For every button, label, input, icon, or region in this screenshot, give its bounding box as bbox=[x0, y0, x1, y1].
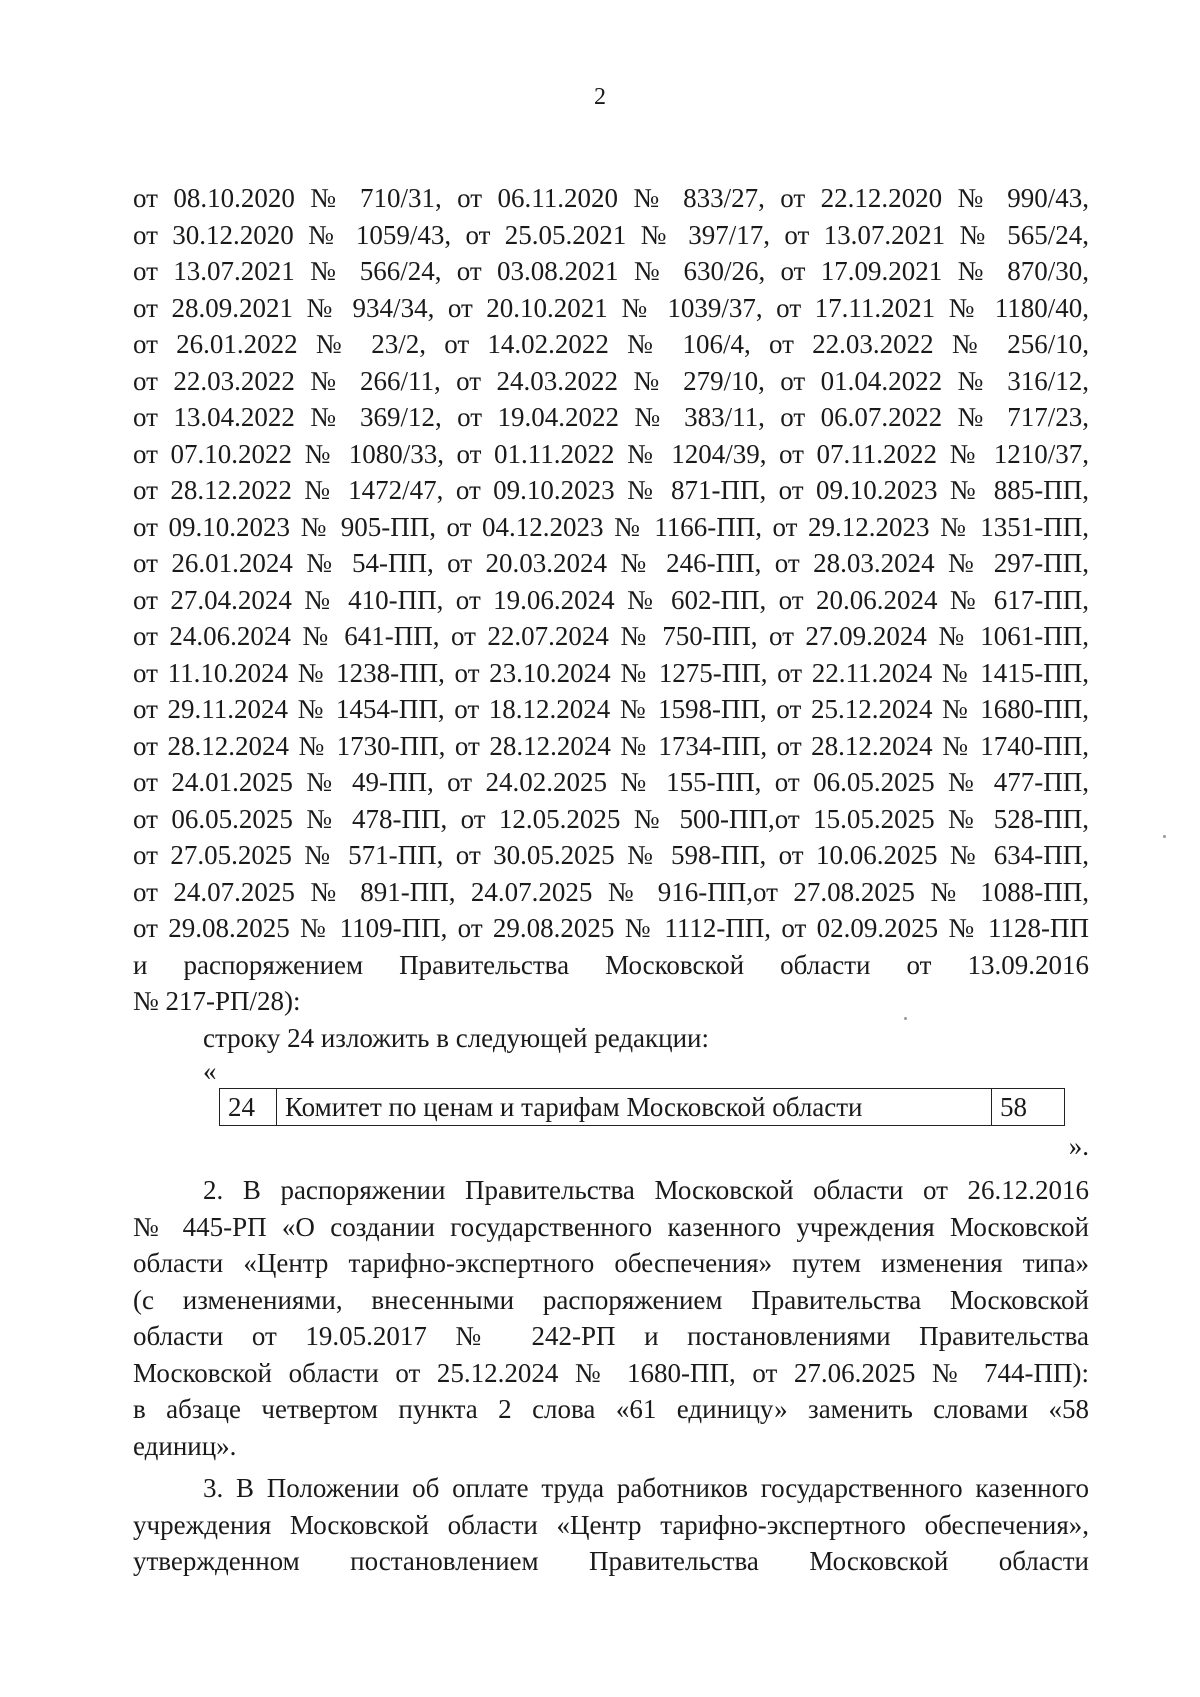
text-line: области «Центр тарифно-экспертного обеспечения» путем изменения типа» bbox=[133, 1248, 1089, 1278]
scan-speck bbox=[904, 1017, 907, 1020]
text-line: от 11.10.2024 № 1238-ПП, от 23.10.2024 № 1275-ПП, от 22.11.2024 № 1415-ПП, bbox=[133, 657, 1089, 688]
text-line: от 13.07.2021 № 566/24, от 03.08.2021 № 630/26, от 17.09.2021 № 870/30, bbox=[133, 256, 1089, 286]
instruction-line: строку 24 изложить в следующей редакции: bbox=[203, 1022, 710, 1053]
paragraph-3 bbox=[133, 1470, 1089, 1580]
text-line: от 09.10.2023 № 905-ПП, от 04.12.2023 № 1166-ПП, от 29.12.2023 № 1351-ПП, bbox=[133, 511, 1089, 542]
text-line: от 28.12.2024 № 1730-ПП, от 28.12.2024 № 1734-ПП, от 28.12.2024 № 1740-ПП, bbox=[133, 730, 1089, 761]
text-line: от 30.12.2020 № 1059/43, от 25.05.2021 № 397/17, от 13.07.2021 № 565/24, bbox=[133, 219, 1089, 250]
document-body bbox=[133, 180, 1089, 1580]
text-line: утвержденном постановлением Правительства Московской области bbox=[133, 1546, 1089, 1576]
text-line: и распоряжением Правительства Московской области от 13.09.2016 bbox=[133, 949, 1089, 980]
row-name-cell: Комитет по ценам и тарифам Московской области bbox=[277, 1089, 992, 1126]
text-line: от 08.10.2020 № 710/31, от 06.11.2020 № 833/27, от 22.12.2020 № 990/43, bbox=[133, 183, 1089, 213]
text-line: учреждения Московской области «Центр тарифно-экспертного обеспечения», bbox=[133, 1509, 1089, 1540]
text-line: от 29.08.2025 № 1109-ПП, от 29.08.2025 № 1112-ПП, от 02.09.2025 № 1128-ПП bbox=[133, 913, 1089, 943]
text-line: от 27.04.2024 № 410-ПП, от 19.06.2024 № 602-ПП, от 20.06.2024 № 617-ПП, bbox=[133, 584, 1089, 615]
table-row bbox=[220, 1089, 1065, 1126]
text-line: (с изменениями, внесенными распоряжением Правительства Московской bbox=[133, 1284, 1089, 1315]
row-number-cell: 24 bbox=[220, 1089, 277, 1126]
text-line: 2. В распоряжении Правительства Московской области от 26.12.2016 bbox=[203, 1175, 1089, 1205]
text-line: от 26.01.2024 № 54-ПП, от 20.03.2024 № 246-ПП, от 28.03.2024 № 297-ПП, bbox=[133, 548, 1089, 578]
text-line: в абзаце четвертом пункта 2 слова «61 единицу» заменить словами «58 bbox=[133, 1394, 1089, 1424]
row-value-cell: 58 bbox=[992, 1089, 1065, 1126]
closing-quote: ». bbox=[1068, 1131, 1089, 1161]
text-line: от 07.10.2022 № 1080/33, от 01.11.2022 № 1204/39, от 07.11.2022 № 1210/37, bbox=[133, 438, 1089, 469]
scan-speck bbox=[1163, 835, 1166, 838]
text-line: от 27.05.2025 № 571-ПП, от 30.05.2025 № 598-ПП, от 10.06.2025 № 634-ПП, bbox=[133, 840, 1089, 870]
text-line: от 28.09.2021 № 934/34, от 20.10.2021 № 1039/37, от 17.11.2021 № 1180/40, bbox=[133, 292, 1089, 323]
text-line: Московской области от 25.12.2024 № 1680-ПП, от 27.06.2025 № 744-ПП): bbox=[133, 1357, 1089, 1388]
text-line: № 217-РП/28): bbox=[133, 986, 301, 1016]
page-number: 2 bbox=[594, 84, 606, 110]
text-line: от 29.11.2024 № 1454-ПП, от 18.12.2024 № 1598-ПП, от 25.12.2024 № 1680-ПП, bbox=[133, 694, 1089, 724]
text-line: № 445-РП «О создании государственного казенного учреждения Московской bbox=[133, 1211, 1089, 1242]
amendments-list bbox=[133, 180, 1089, 1020]
text-line: от 24.06.2024 № 641-ПП, от 22.07.2024 № 750-ПП, от 27.09.2024 № 1061-ПП, bbox=[133, 621, 1089, 651]
text-line: от 13.04.2022 № 369/12, от 19.04.2022 № 383/11, от 06.07.2022 № 717/23, bbox=[133, 402, 1089, 432]
text-line: единиц». bbox=[133, 1430, 237, 1461]
text-line: от 28.12.2022 № 1472/47, от 09.10.2023 № 871-ПП, от 09.10.2023 № 885-ПП, bbox=[133, 475, 1089, 505]
text-line: 3. В Положении об оплате труда работников государственного казенного bbox=[203, 1473, 1089, 1503]
text-line: от 26.01.2022 № 23/2, от 14.02.2022 № 106/4, от 22.03.2022 № 256/10, bbox=[133, 329, 1089, 359]
text-line: области от 19.05.2017 № 242-РП и постановлениями Правительства bbox=[133, 1321, 1089, 1351]
text-line: от 06.05.2025 № 478-ПП, от 12.05.2025 № 500-ПП,от 15.05.2025 № 528-ПП, bbox=[133, 803, 1089, 834]
text-line: от 24.01.2025 № 49-ПП, от 24.02.2025 № 155-ПП, от 06.05.2025 № 477-ПП, bbox=[133, 767, 1089, 797]
text-line: от 22.03.2022 № 266/11, от 24.03.2022 № 279/10, от 01.04.2022 № 316/12, bbox=[133, 365, 1089, 396]
paragraph-2 bbox=[133, 1172, 1089, 1464]
text-line: от 24.07.2025 № 891-ПП, 24.07.2025 № 916-ПП,от 27.08.2025 № 1088-ПП, bbox=[133, 876, 1089, 907]
amendment-table bbox=[219, 1088, 1065, 1126]
opening-quote: « bbox=[203, 1056, 217, 1086]
